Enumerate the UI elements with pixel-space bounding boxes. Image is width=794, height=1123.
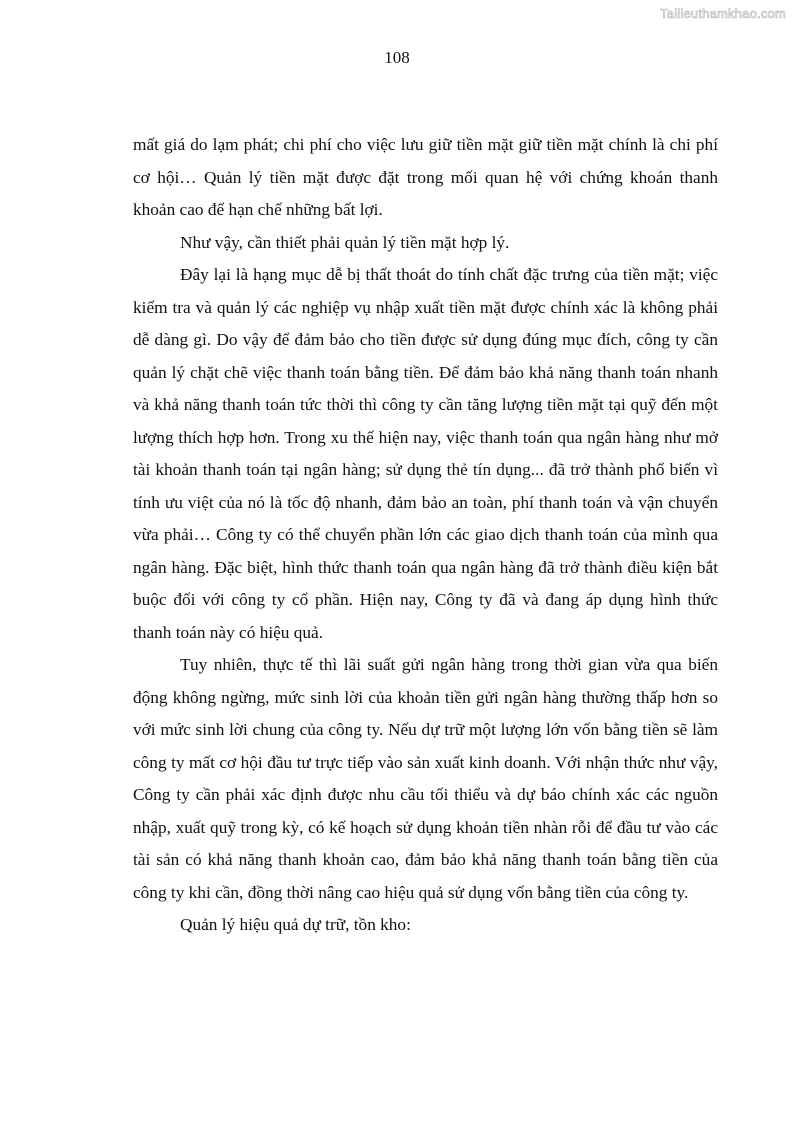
watermark-text: Tailieuthamkhao.com: [660, 6, 786, 21]
page-number: 108: [384, 48, 410, 67]
paragraph-1: mất giá do lạm phát; chi phí cho việc lưu giữ tiền mặt giữ tiền mặt chính là chi phí cơ hội… Quản lý tiền mặt được đặt trong mối quan hệ với chứng khoán thanh khoản cao để hạn chế những bất lợi.: [133, 135, 718, 219]
paragraph-2: Như vậy, cần thiết phải quản lý tiền mặt hợp lý.: [180, 232, 510, 252]
paragraph-3: Đây lại là hạng mục dễ bị thất thoát do tính chất đặc trưng của tiền mặt; việc kiểm tra và quản lý các nghiệp vụ nhập xuất tiền mặt được chính xác là không phải dễ dàng gì. Do vậy để đảm bảo cho tiền được sử dụng đúng mục đích, công ty cần quản lý chặt chẽ việc thanh toán bằng tiền. Để đảm bảo khả năng thanh toán nhanh và khả năng thanh toán tức thời thì công ty cần tăng lượng tiền mặt tại quỹ đến một lượng thích hợp hơn. Trong xu thế hiện nay, việc thanh toán qua ngân hàng như mở tài khoản thanh toán tại ngân hàng; sử dụng thẻ tín dụng... đã trở thành phổ biến vì tính ưu việt của nó là tốc độ nhanh, đảm bảo an toàn, phí thanh toán và vận chuyển vừa phải… Công ty có thể chuyển phần lớn các giao dịch thanh toán của mình qua ngân hàng. Đặc biệt, hình thức thanh toán qua ngân hàng đã trở thành điều kiện bắt buộc đối với công ty cổ phần. Hiện nay, Công ty đã và đang áp dụng hình thức thanh toán này có hiệu quả.: [133, 265, 718, 642]
paragraph-5: Quản lý hiệu quả dự trữ, tồn kho:: [180, 915, 411, 934]
paragraph-4: Tuy nhiên, thực tế thì lãi suất gửi ngân hàng trong thời gian vừa qua biến động không ngừng, mức sinh lời của khoản tiền gửi ngân hàng thường thấp hơn so với mức sinh lời chung của công ty. Nếu dự trữ một lượng lớn vốn bằng tiền sẽ làm công ty mất cơ hội đầu tư trực tiếp vào sản xuất kinh doanh. Với nhận thức như vậy, Công ty cần phải xác định được nhu cầu tối thiểu và dự báo chính xác các nguồn nhập, xuất quỹ trong kỳ, có kế hoạch sử dụng khoản tiền nhàn rỗi để đầu tư vào các tài sản có khả năng thanh khoản cao, đảm bảo khả năng thanh toán bằng tiền của công ty khi cần, đồng thời nâng cao hiệu quả sử dụng vốn bằng tiền của công ty.: [133, 655, 718, 902]
document-body: [133, 129, 718, 942]
